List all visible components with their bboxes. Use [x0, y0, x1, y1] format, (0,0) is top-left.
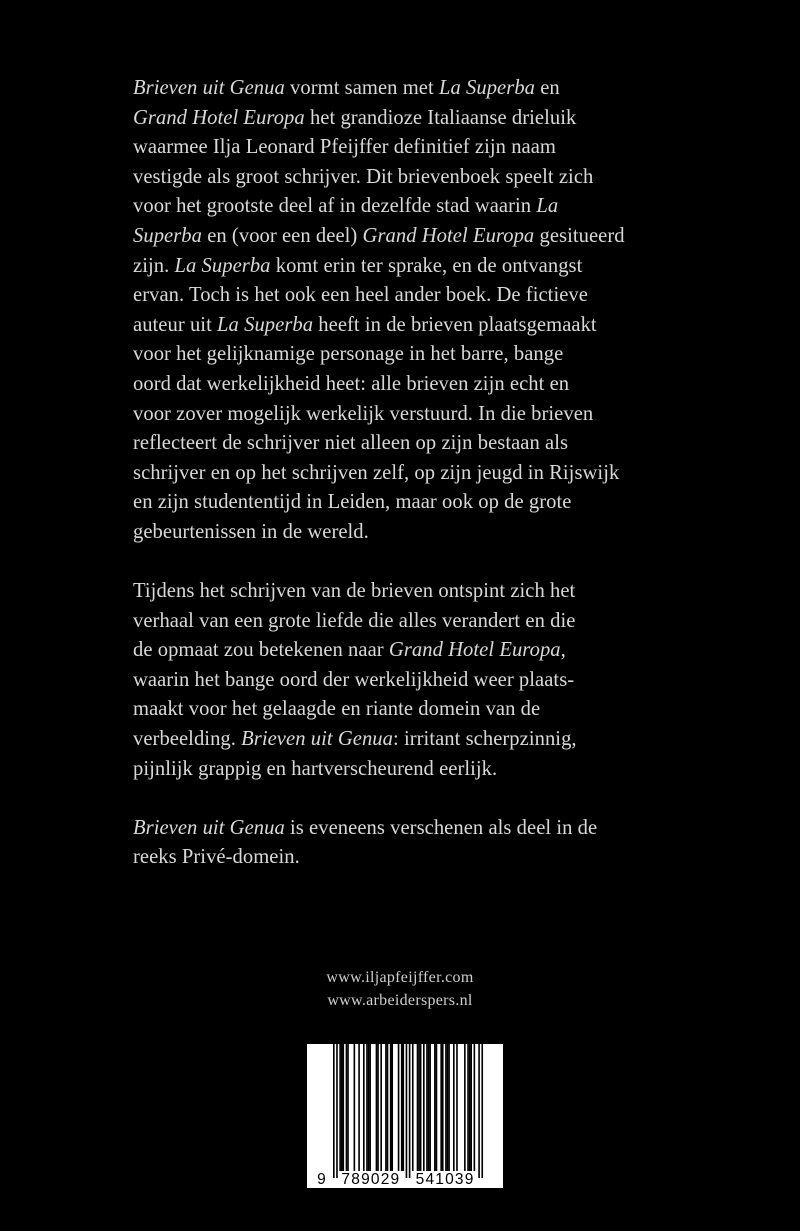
book-title-italic: La Superba — [217, 313, 314, 336]
text-line — [133, 607, 693, 637]
text-line — [133, 577, 693, 607]
blurb-paragraph — [133, 814, 693, 873]
text-line — [133, 814, 693, 844]
text-run: heeft in de brieven plaatsgemaakt — [313, 313, 597, 336]
text-run: verbeelding. — [133, 728, 242, 751]
text-run: en — [535, 77, 560, 99]
text-line — [133, 666, 693, 696]
text-run: : irritant scherpzinnig, — [392, 728, 577, 751]
text-run: de opmaat zou betekenen naar — [133, 639, 389, 662]
text-line — [133, 400, 693, 430]
text-run: auteur uit — [133, 313, 218, 336]
text-line — [133, 104, 693, 134]
text-run: en zijn studententijd in Leiden, maar ook op de grote — [133, 491, 572, 514]
text-line — [133, 518, 693, 548]
text-line — [133, 843, 693, 873]
text-line — [133, 192, 693, 222]
barcode-first-digit: 9 — [317, 1171, 327, 1188]
book-title-italic: Grand Hotel Europa — [133, 106, 305, 129]
isbn-barcode — [307, 1044, 503, 1188]
text-run: pijnlijk grappig en hartverscheurend eerlijk. — [133, 757, 498, 780]
book-title-italic: Brieven uit Genua — [241, 728, 393, 751]
text-run: Tijdens het schrijven van de brieven ontspint zich het — [133, 580, 576, 603]
text-line — [133, 429, 693, 459]
book-title-italic: Grand Hotel Europa — [362, 224, 535, 247]
text-line — [133, 636, 693, 666]
book-title-italic: La — [536, 195, 559, 218]
text-run: reflecteert de schrijver niet alleen op zijn bestaan als — [133, 432, 569, 455]
website-links — [0, 966, 800, 1012]
text-line — [133, 252, 693, 282]
text-line — [133, 340, 693, 370]
text-run: gesitueerd — [534, 224, 625, 247]
book-title-italic: La Superba — [174, 254, 271, 277]
book-title-italic: Grand Hotel Europa — [388, 639, 561, 662]
barcode-right-digits: 541039 — [415, 1171, 475, 1188]
text-run: , — [560, 639, 566, 662]
text-run: en (voor een deel) — [202, 224, 363, 247]
book-title-italic: Superba — [133, 224, 202, 247]
text-run: oord dat werkelijkheid heet: alle brieven zijn echt en — [133, 372, 570, 395]
text-run: waarmee Ilja Leonard Pfeijffer definitief zijn naam — [133, 136, 556, 159]
text-line — [133, 755, 693, 785]
text-run: gebeurtenissen in de wereld. — [133, 520, 369, 543]
text-run: het grandioze Italiaanse drieluik — [304, 106, 577, 129]
text-line — [133, 133, 693, 163]
text-run: voor het gelijknamige personage in het barre, bange — [133, 343, 564, 366]
text-line — [133, 695, 693, 725]
text-run: maakt voor het gelaagde en riante domein van de — [133, 698, 541, 721]
text-run: waarin het bange oord der werkelijkheid weer plaats- — [133, 668, 575, 691]
text-run: voor het grootste deel af in dezelfde stad waarin — [133, 195, 537, 218]
text-run: komt erin ter sprake, en de ontvangst — [270, 254, 583, 277]
text-run: ervan. Toch is het ook een heel ander boek. De fictieve — [133, 284, 588, 307]
text-run: voor zover mogelijk werkelijk verstuurd. In die brieven — [133, 402, 594, 425]
text-line — [133, 222, 693, 252]
text-run: is eveneens verschenen als deel in de — [284, 816, 598, 839]
text-run: zijn. — [133, 254, 175, 277]
text-line — [133, 459, 693, 489]
book-title-italic: Brieven uit Genua — [133, 816, 285, 839]
text-run: reeks Privé-domein. — [133, 846, 300, 869]
text-line — [133, 725, 693, 755]
blurb-paragraph — [133, 74, 693, 548]
text-run: verhaal van een grote liefde die alles verandert en die — [133, 609, 576, 632]
book-title-italic: La Superba — [438, 77, 536, 99]
barcode-graphic — [307, 1044, 503, 1188]
blurb-paragraph — [133, 577, 693, 784]
text-line — [133, 311, 693, 341]
text-line — [133, 74, 693, 104]
text-line — [133, 370, 693, 400]
text-run: vestigde als groot schrijver. Dit brievenboek speelt zich — [133, 165, 594, 188]
text-line — [133, 488, 693, 518]
publisher-website-link[interactable]: www.arbeiderspers.nl — [327, 992, 473, 1009]
book-title-italic: Brieven uit Genua — [133, 77, 285, 99]
text-run: vormt samen met — [284, 77, 439, 99]
barcode-left-digits: 789029 — [341, 1171, 401, 1188]
text-line — [133, 163, 693, 193]
blurb-text — [133, 74, 693, 903]
author-website-link[interactable]: www.iljapfeijffer.com — [326, 969, 474, 986]
text-line — [133, 281, 693, 311]
text-run: schrijver en op het schrijven zelf, op zijn jeugd in Rijswijk — [133, 461, 620, 484]
